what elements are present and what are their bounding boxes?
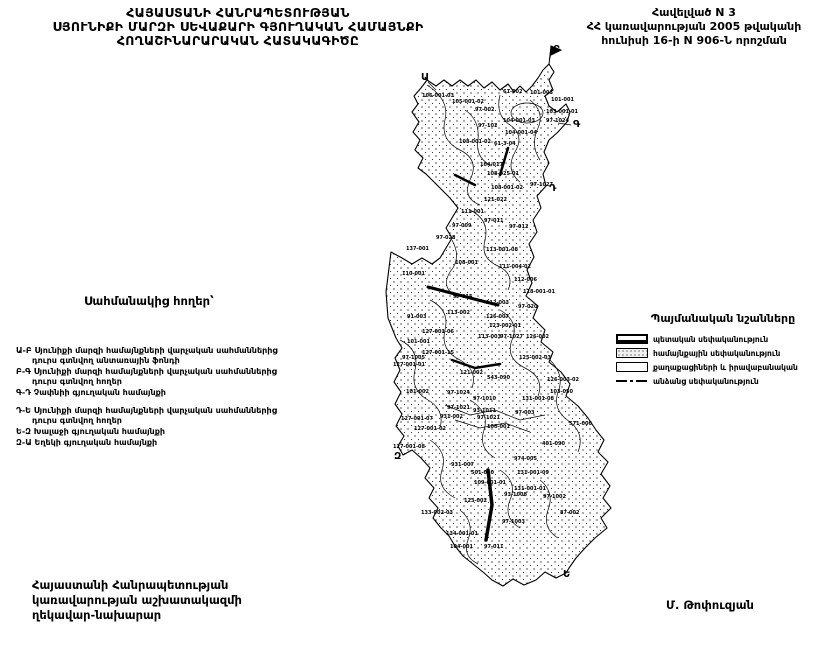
legend-label: անձանց սեփականություն (653, 376, 759, 386)
parcel-code-label: 113-002 (447, 310, 470, 316)
parcel-code-label: 97-011 (484, 544, 504, 550)
parcel-code-label: 111-001 (461, 209, 484, 215)
parcel-code-label: 137-001 (406, 246, 429, 252)
signatory-title-block (32, 578, 242, 623)
parcel-code-label: 931-007 (451, 462, 474, 468)
parcel-code-label: 104-001-04 (505, 130, 537, 136)
parcel-code-label: 543-090 (487, 375, 510, 381)
adjacent-lands-list (16, 346, 284, 449)
adjacent-lands-title: Սահմանակից հողեր՝ (84, 294, 214, 308)
signatory-line-2: կառավարության աշխատակազմի (32, 593, 242, 607)
legend-row (616, 375, 830, 387)
legend-row (616, 347, 830, 359)
parcel-code-label: 97-003 (515, 410, 535, 416)
parcel-code-label: 97-020 (518, 304, 538, 310)
parcel-code-label: 131-001-09 (517, 470, 549, 476)
adjacent-land-item: Բ-Գ Սյունիքի մարզի համայնքների վարչական սահմաններից դուրս գտնվող հողեր (16, 367, 277, 386)
parcel-code-label: 101-001 (551, 97, 574, 103)
parcel-code-label: 97-1024 (447, 390, 470, 396)
adjacent-land-item: Դ-Ե Սյունիքի մարզի համայնքների վարչական սահմաններից դուրս գտնվող հողեր (16, 406, 277, 425)
parcel-code-label: 97-1021 (477, 415, 500, 421)
parcel-code-label: 101-003 (530, 90, 553, 96)
parcel-code-label: 97-1021 (447, 405, 470, 411)
parcel-code-label: 931-002 (440, 414, 463, 420)
parcel-code-label: 97-028 (436, 235, 456, 241)
adjacent-land-item: Ա-Բ Սյունիքի մարզի համայնքների վարչական սահմաններից դուրս գտնվող անտառային ֆոնդի (16, 346, 278, 365)
parcel-code-label: 97-009 (452, 223, 472, 229)
parcel-code-label: 127-001-15 (422, 350, 454, 356)
parcel-code-label: 61-3-04 (494, 141, 516, 147)
parcel-code-label: 127-001-08 (393, 444, 425, 450)
parcel-code-label: 571-000 (569, 421, 592, 427)
adjacent-land-item: Ե-Զ Խալաջի գյուղական համայնքի (16, 427, 166, 436)
parcel-code-label: 97-012 (509, 224, 529, 230)
parcel-code-label: 121-002 (460, 370, 483, 376)
parcel-code-label: 131-001-01 (514, 486, 546, 492)
parcel-code-label: 113-001-08 (486, 247, 518, 253)
annex-reference (560, 6, 828, 48)
boundary-point-label: Բ (553, 44, 561, 55)
parcel-code-label: 93-1011 (473, 408, 496, 414)
parcel-code-label: 87-002 (560, 510, 580, 516)
dashline-swatch (616, 380, 648, 382)
document-title (18, 6, 458, 48)
annex-line-2: ՀՀ կառավարության 2005 թվականի (586, 20, 802, 33)
parcel-code-label: 127-001-06 (422, 329, 454, 335)
private-swatch (616, 362, 648, 372)
parcel-code-label: 127-001-01 (393, 362, 425, 368)
parcel-code-label: 121-022 (484, 197, 507, 203)
parcel-code-label: 127-001-07 (401, 416, 433, 422)
community-swatch (616, 348, 648, 358)
annex-line-1: Հավելված N 3 (652, 6, 736, 19)
parcel-code-label: 97-1003 (502, 519, 525, 525)
legend-label: համայնքային սեփականություն (653, 348, 781, 358)
signatory-name: Մ. Թոփուզյան (666, 598, 754, 612)
parcel-code-label: 127-001-02 (414, 426, 446, 432)
parcel-code-label: 97-1010 (473, 396, 496, 402)
boundary-point-label: Ա (421, 72, 430, 83)
parcel-code-label: 133-002-03 (421, 510, 453, 516)
annex-line-3: հունիսի 16-ի N 906-Ն որոշման (601, 34, 787, 47)
parcel-code-label: 97-1005 (402, 355, 425, 361)
parcel-code-label: 97-1027 (530, 182, 553, 188)
signatory-line-1: Հայաստանի Հանրապետության (32, 578, 229, 592)
parcel-code-label: 974-005 (514, 456, 537, 462)
parcel-code-label: 125-002-03 (519, 355, 551, 361)
legend-label: քաղաքացիների և իրավաբանական (653, 362, 798, 372)
state-swatch (616, 334, 648, 344)
parcel-code-label: 112-003 (486, 300, 509, 306)
parcel-code-label: 103-001-01 (546, 109, 578, 115)
parcel-code-label: 101-001 (407, 339, 430, 345)
parcel-code-label: 110-001 (402, 271, 425, 277)
parcel-code-label: 108-001-02 (459, 139, 491, 145)
parcel-code-label: 97-002 (475, 107, 495, 113)
parcel-code-label: 97-1027 (500, 334, 523, 340)
legend-title: Պայմանական նշանները (650, 312, 796, 325)
parcel-code-label: 126-003-02 (547, 377, 579, 383)
parcel-code-label: 104-017 (480, 162, 503, 168)
parcel-code-label: 97-015 (453, 294, 473, 300)
title-line-1: ՀԱՅԱՍՏԱՆԻ ՀԱՆՐԱՊԵՏՈՒԹՅԱՆ (126, 5, 350, 20)
parcel-code-label: 134-001-01 (446, 531, 478, 537)
parcel-code-label: 105-001-02 (452, 99, 484, 105)
parcel-code-label: 91-003 (407, 314, 427, 320)
adjacent-land-item: Գ-Դ Չափնիի գյուղական համայնքի (16, 388, 166, 397)
parcel-code-label: 106-001-03 (422, 93, 454, 99)
parcel-code-label: 123-002-01 (489, 323, 521, 329)
boundary-point-label: Զ (394, 451, 402, 462)
parcel-code-label: 112-006 (514, 277, 537, 283)
legend-row (616, 333, 830, 345)
parcel-code-label: 103-050 (550, 389, 573, 395)
parcel-code-label: 131-001-08 (522, 396, 554, 402)
map-legend (616, 312, 830, 389)
parcel-code-label: 111-004-02 (499, 264, 531, 270)
signatory-line-3: ղեկավար-նախարար (32, 608, 162, 622)
parcel-code-label: 61-002 (503, 89, 523, 95)
parcel-code-label: 113-003 (478, 334, 501, 340)
parcel-code-label: 104-001 (450, 544, 473, 550)
parcel-code-label: 109-001-01 (474, 480, 506, 486)
parcel-code-label: 97-1002 (543, 494, 566, 500)
parcel-code-label: 108-001 (455, 260, 478, 266)
parcel-code-label: 97-011 (484, 218, 504, 224)
title-line-2: ՍՅՈՒՆԻՔԻ ՄԱՐԶԻ ՍԵՎԱՔԱՐԻ ԳՅՈՒՂԱԿԱՆ ՀԱՄԱՅՆՔԻ (52, 19, 424, 34)
legend-row (616, 361, 830, 373)
parcel-code-label: 501-010 (471, 470, 494, 476)
parcel-code-label: 97-1024 (546, 118, 569, 124)
boundary-point-label: Ե (563, 569, 571, 580)
adjacent-land-item: Զ-Ա Եղեկի գյուղական համայնքի (16, 438, 158, 447)
legend-label: պետական սեփականություն (653, 334, 769, 344)
title-line-3: ՀՈՂԱՇԻՆԱՐԱՐԱԿԱՆ ՀԱՏԱԿԱԳԻԾԸ (116, 33, 360, 48)
parcel-code-label: 108-025-01 (487, 171, 519, 177)
parcel-code-label: 401-090 (542, 441, 565, 447)
parcel-code-label: 123-002 (464, 498, 487, 504)
parcel-code-label: 118-001-01 (523, 289, 555, 295)
parcel-code-label: 126-007 (486, 314, 509, 320)
boundary-point-label: Դ (549, 183, 557, 194)
parcel-code-label: 126-002 (526, 334, 549, 340)
parcel-code-label: 104-001-03 (503, 118, 535, 124)
parcel-code-label: 101-002 (406, 389, 429, 395)
parcel-code-label: 108-001-02 (491, 185, 523, 191)
parcel-code-label: 93-1008 (504, 492, 527, 498)
parcel-code-label: 100-001 (487, 424, 510, 430)
boundary-point-label: Գ (573, 119, 581, 130)
parcel-code-label: 97-102 (478, 123, 498, 129)
